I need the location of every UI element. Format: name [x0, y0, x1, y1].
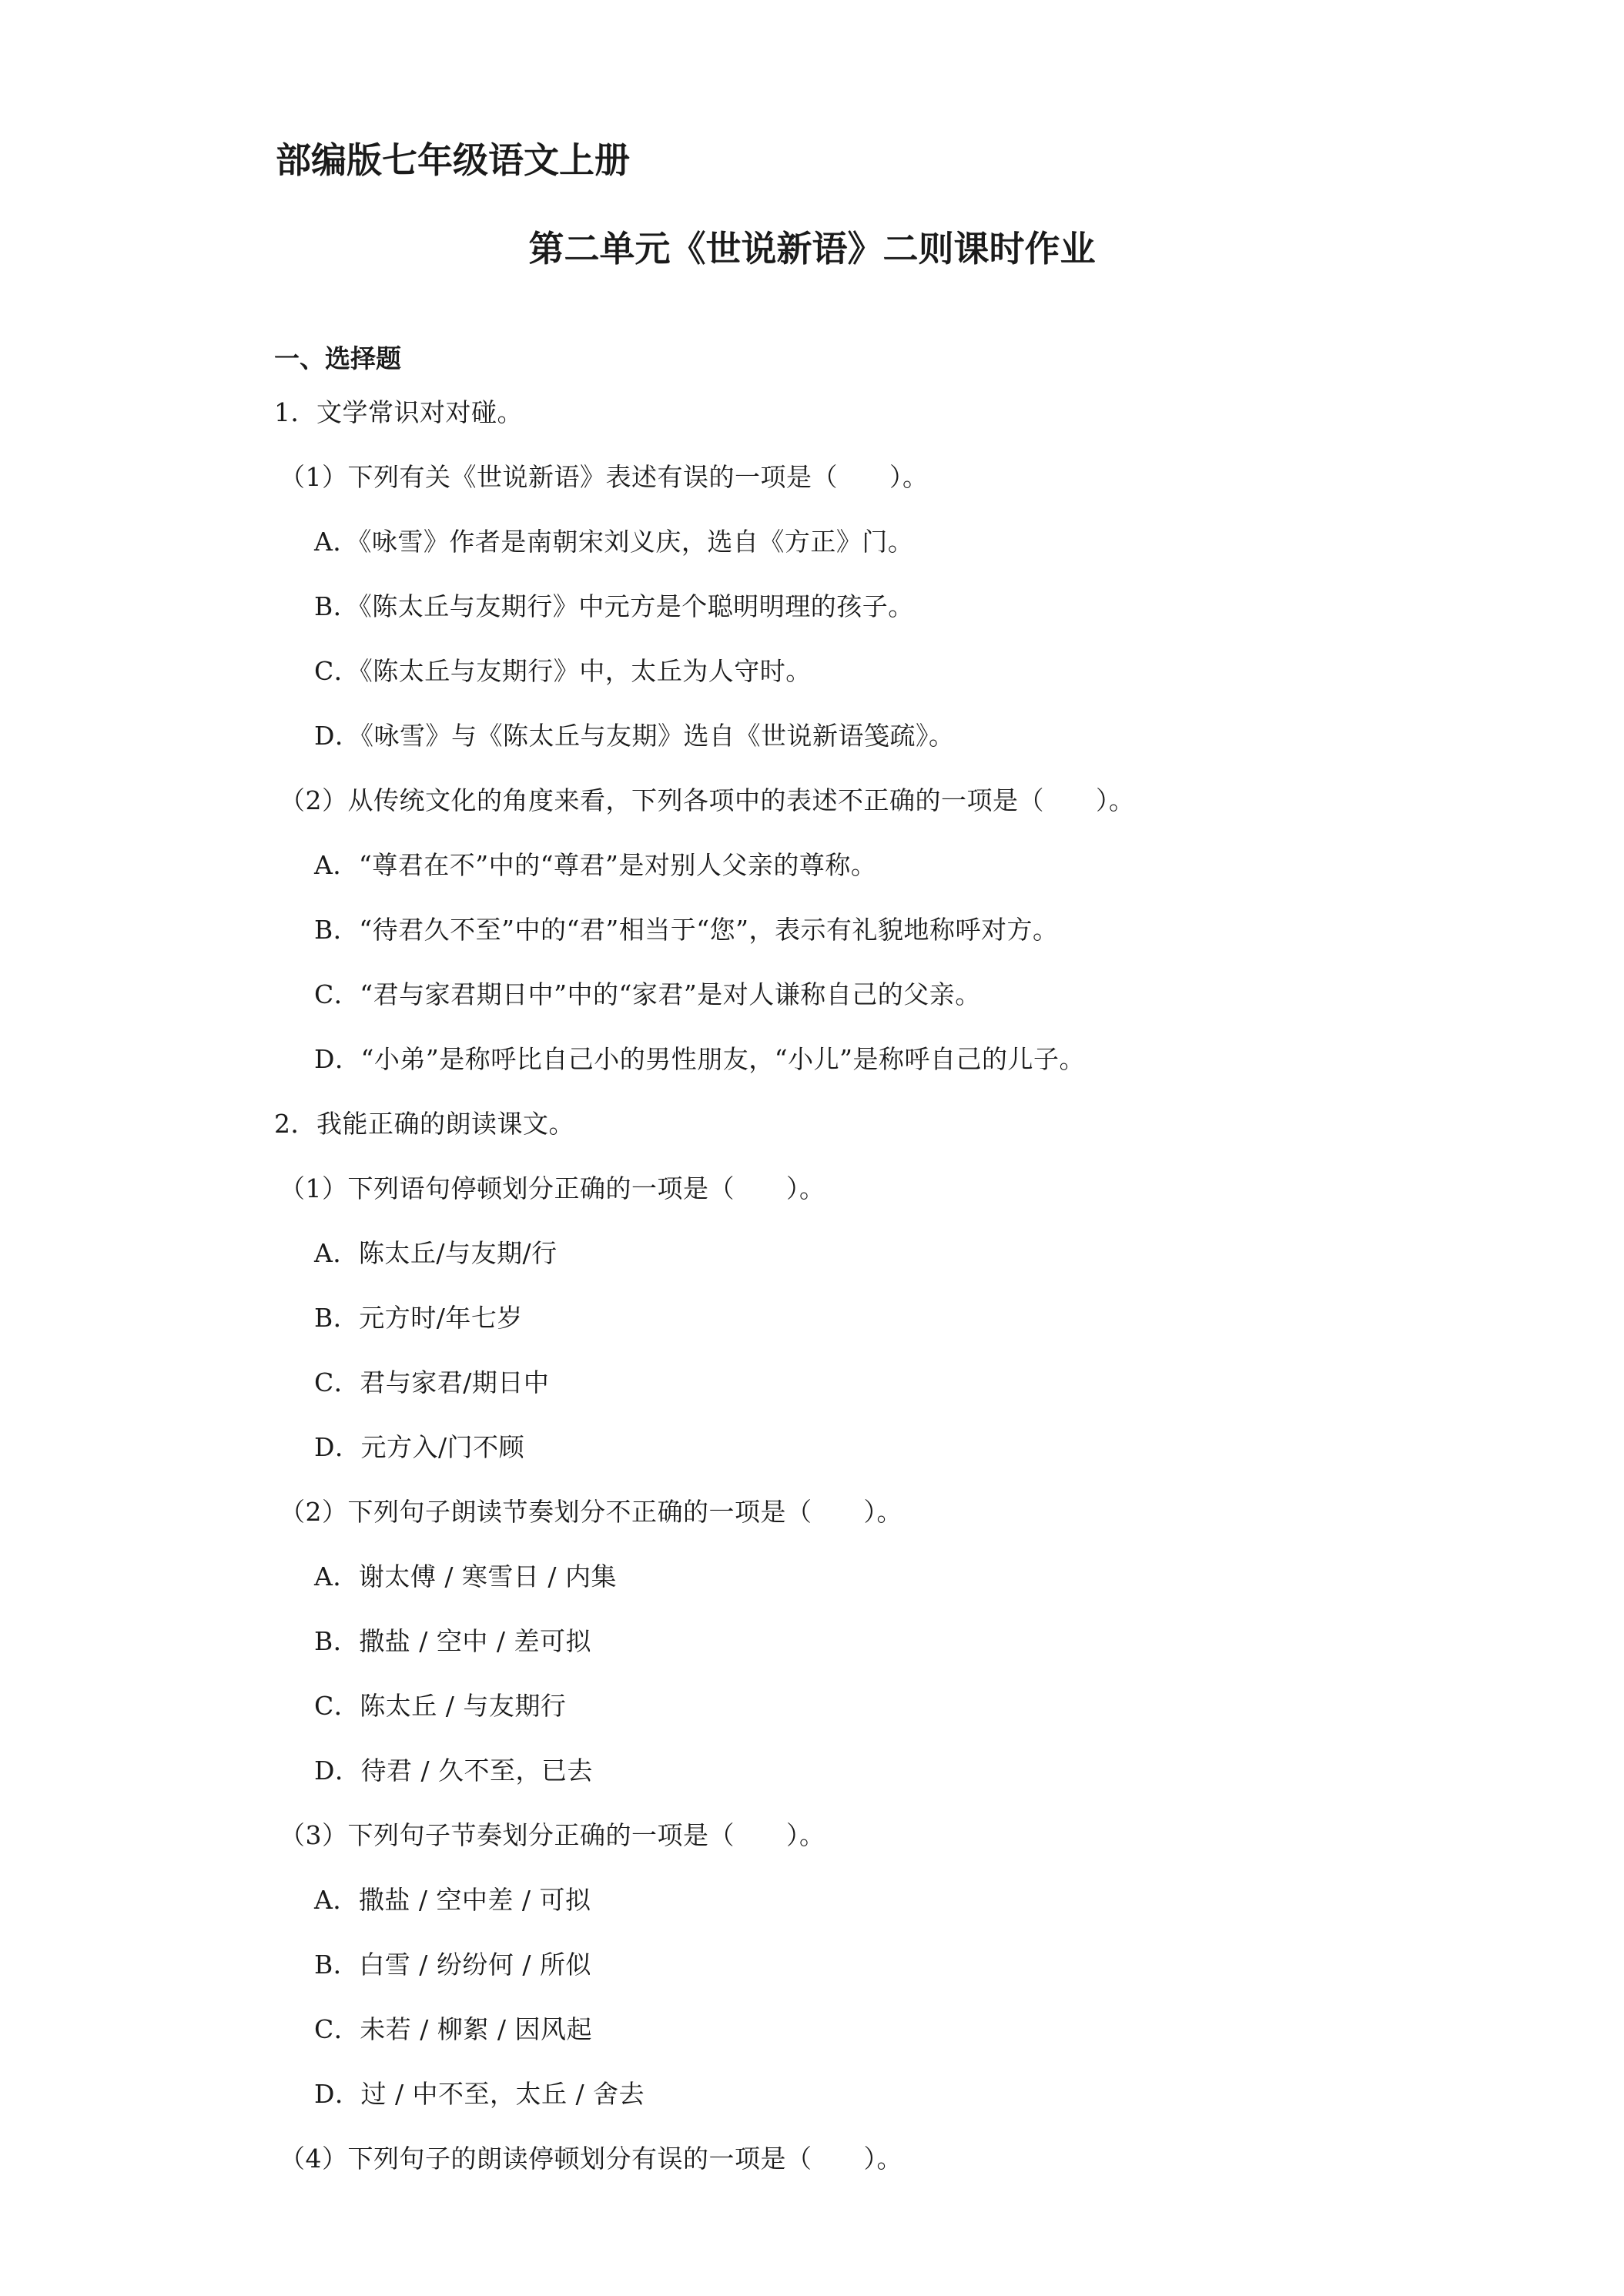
sub-question: （1）下列有关《世说新语》表述有误的一项是（ ）。: [280, 462, 929, 492]
answer-option: B．“待君久不至”中的“君”相当于“您”，表示有礼貌地称呼对方。: [314, 915, 1059, 945]
sub-question: （1）下列语句停顿划分正确的一项是（ ）。: [280, 1173, 825, 1203]
answer-option: D．元方入/门不顾: [314, 1432, 525, 1462]
answer-option: D．《咏雪》与《陈太丘与友期》选自《世说新语笺疏》。: [314, 721, 955, 751]
sub-question: （4）下列句子的朗读停顿划分有误的一项是（ ）。: [280, 2144, 902, 2174]
answer-option: C．陈太丘 / 与友期行: [314, 1691, 567, 1721]
answer-option: C．君与家君/期日中: [314, 1367, 550, 1397]
answer-option: A．“尊君在不”中的“尊君”是对别人父亲的尊称。: [314, 850, 877, 880]
answer-option: B．《陈太丘与友期行》中元方是个聪明明理的孩子。: [314, 591, 914, 621]
question-stem: 1．文学常识对对碰。: [274, 397, 523, 427]
answer-option: A．《咏雪》作者是南朝宋刘义庆，选自《方正》门。: [314, 527, 914, 557]
answer-option: A．谢太傅 / 寒雪日 / 内集: [314, 1561, 618, 1591]
document-header: 部编版七年级语文上册: [276, 139, 630, 181]
sub-question: （3）下列句子节奏划分正确的一项是（ ）。: [280, 1820, 825, 1850]
answer-option: B．撒盐 / 空中 / 差可拟: [314, 1626, 591, 1656]
answer-option: A．撒盐 / 空中差 / 可拟: [314, 1885, 591, 1915]
answer-option: C．“君与家君期日中”中的“家君”是对人谦称自己的父亲。: [314, 979, 981, 1009]
question-stem: 2．我能正确的朗读课文。: [274, 1109, 574, 1139]
answer-option: D．过 / 中不至，太丘 / 舍去: [314, 2079, 645, 2109]
question-list: [0, 390, 1624, 2201]
sub-question: （2）下列句子朗读节奏划分不正确的一项是（ ）。: [280, 1497, 902, 1527]
answer-option: D．待君 / 久不至，已去: [314, 1755, 594, 1786]
document-title: 第二单元《世说新语》二则课时作业: [528, 228, 1096, 269]
answer-option: B．元方时/年七岁: [314, 1303, 523, 1333]
section-heading: 一、选择题: [274, 343, 401, 373]
answer-option: C．《陈太丘与友期行》中，太丘为人守时。: [314, 656, 812, 686]
sub-question: （2）从传统文化的角度来看，下列各项中的表述不正确的一项是（ ）。: [280, 785, 1135, 815]
answer-option: B．白雪 / 纷纷何 / 所似: [314, 1950, 591, 1980]
answer-option: A．陈太丘/与友期/行: [314, 1238, 558, 1268]
answer-option: D．“小弟”是称呼比自己小的男性朋友，“小儿”是称呼自己的儿子。: [314, 1044, 1085, 1074]
answer-option: C．未若 / 柳絮 / 因风起: [314, 2014, 592, 2044]
